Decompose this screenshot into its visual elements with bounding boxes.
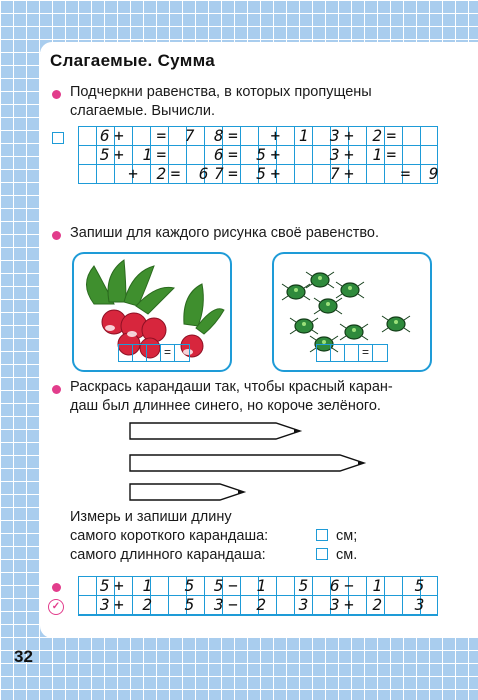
task-bullet [52, 90, 61, 99]
unit-cm: см; [336, 528, 358, 544]
equation[interactable]: 5+ 1= [100, 145, 171, 164]
task1-line1: Подчеркни равенства, в которых пропущены [70, 84, 372, 100]
task-bullet [52, 583, 61, 592]
task-bullet [52, 231, 61, 240]
shortest-length-box[interactable] [316, 529, 328, 541]
pencil-medium [130, 423, 300, 439]
answer-checkbox[interactable] [52, 132, 64, 144]
task2-text: Запиши для каждого рисунка своё равенство. [70, 225, 379, 241]
pencil-long [130, 455, 364, 471]
equation[interactable]: 6= 5+ [214, 145, 285, 164]
equation[interactable]: 3+ 1= [330, 145, 401, 164]
pencils-drawing [128, 420, 428, 502]
equation[interactable]: 7+ = 9 [330, 164, 444, 183]
equals-sign: = [359, 345, 373, 361]
equation[interactable]: 3+ 2= [330, 126, 401, 145]
task3-line1: Раскрась карандаши так, чтобы красный каран- [70, 379, 393, 395]
equation[interactable]: 6− 1 5 [330, 576, 429, 595]
equation[interactable]: 8= + 1 [214, 126, 313, 145]
pencil-short [130, 484, 244, 500]
equation[interactable]: 5+ 1 5 [100, 576, 199, 595]
measure-instruction: Измерь и запиши длину [70, 509, 232, 525]
equation[interactable]: 3+ 2 3 [330, 595, 429, 614]
equation[interactable]: 3+ 2 5 [100, 595, 199, 614]
task-bullet [52, 385, 61, 394]
page-title: Слагаемые. Сумма [50, 51, 215, 70]
longest-length-box[interactable] [316, 548, 328, 560]
equation[interactable]: 5− 1 5 [214, 576, 313, 595]
measure-shortest-label: самого короткого карандаша: [70, 528, 269, 544]
page-number: 32 [14, 647, 33, 666]
answer-equation-cells[interactable] [316, 344, 388, 362]
equals-sign: = [161, 345, 175, 361]
task1-line2: слагаемые. Вычисли. [70, 103, 215, 119]
answer-equation-cells[interactable] [118, 344, 190, 362]
task3-line2: даш был длиннее синего, но короче зелёного. [70, 398, 381, 414]
equation[interactable]: + 2= 6 [100, 164, 214, 183]
workbook-page [40, 42, 478, 638]
unit-cm: см. [336, 547, 358, 563]
equation[interactable]: 6+ = 7 [100, 126, 199, 145]
equation[interactable]: 3− 2 3 [214, 595, 313, 614]
self-check-icon: ✓ [48, 599, 64, 615]
measure-longest-label: самого длинного карандаша: [70, 547, 266, 563]
equation[interactable]: 7= 5+ [214, 164, 285, 183]
